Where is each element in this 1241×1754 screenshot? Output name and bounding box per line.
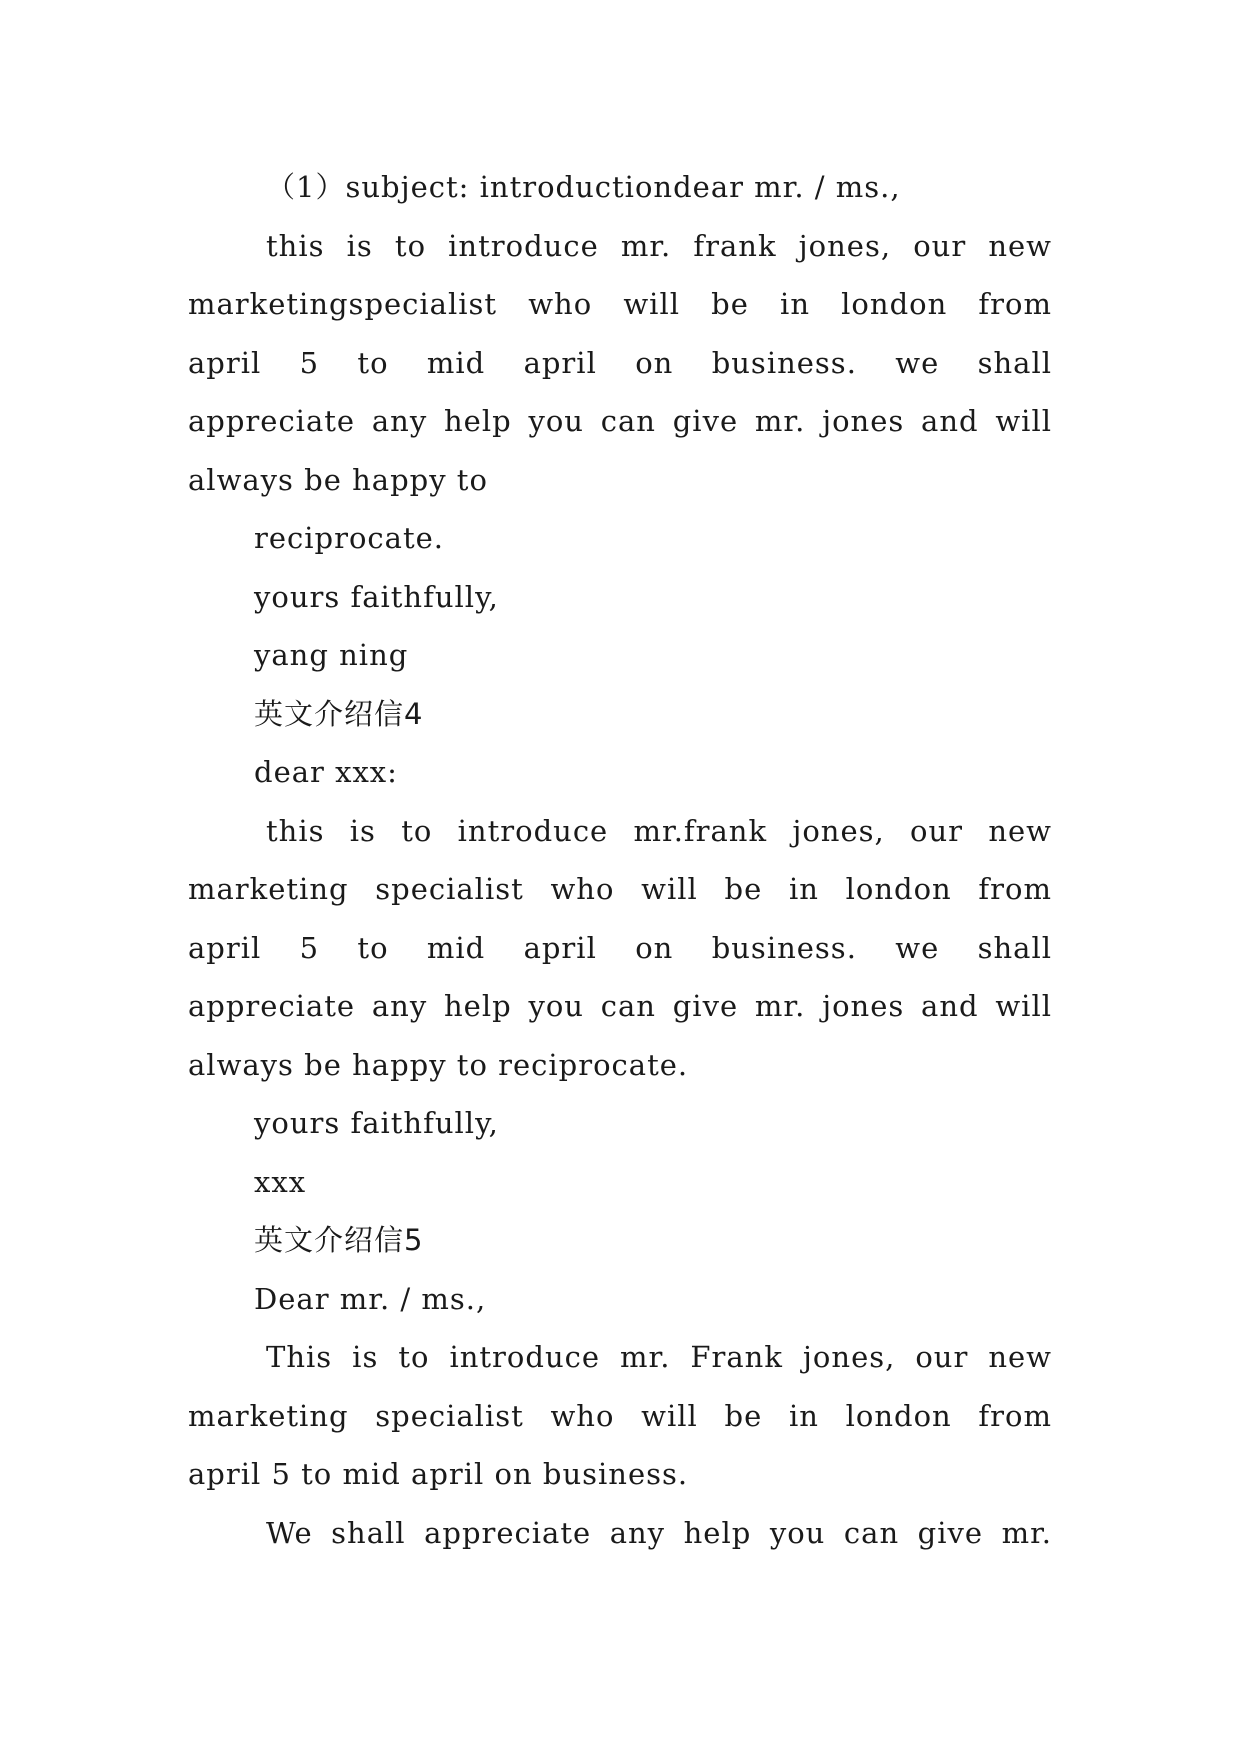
text-line: this is to introduce mr.frank jones, our new — [266, 813, 1052, 848]
section-heading: 英文介绍信4 — [254, 696, 424, 731]
text-line: always be happy to reciprocate. — [188, 1047, 689, 1082]
text-line: april 5 to mid april on business. we shall — [188, 345, 1052, 380]
salutation-line: Dear mr. / ms., — [254, 1281, 487, 1316]
text-line: this is to introduce mr. frank jones, our new — [266, 228, 1052, 263]
closing-line: yours faithfully, — [254, 1106, 499, 1140]
text-line: This is to introduce mr. Frank jones, our new — [266, 1340, 1052, 1374]
text-line: We shall appreciate any help you can give mr. — [266, 1515, 1052, 1550]
text-line: reciprocate. — [254, 521, 444, 555]
text-line: marketing specialist who will be in london from — [188, 1398, 1052, 1433]
closing-line: yours faithfully, — [254, 579, 499, 614]
text-line: marketingspecialist who will be in london from — [188, 287, 1052, 321]
text-line: april 5 to mid april on business. — [188, 1457, 689, 1491]
text-line: always be happy to — [188, 462, 488, 497]
text-line: （1）subject: introductiondear mr. / ms., — [266, 170, 901, 204]
section-heading: 英文介绍信5 — [254, 1223, 424, 1257]
document-body — [188, 158, 1052, 1562]
text-line: appreciate any help you can give mr. jones and will — [188, 404, 1052, 438]
signature-line: yang ning — [254, 638, 409, 672]
text-line: appreciate any help you can give mr. jones and will — [188, 989, 1052, 1023]
text-line: marketing specialist who will be in london from — [188, 872, 1052, 906]
salutation-line: dear xxx: — [254, 755, 398, 789]
text-line: april 5 to mid april on business. we shall — [188, 930, 1052, 965]
signature-line: xxx — [254, 1164, 307, 1199]
